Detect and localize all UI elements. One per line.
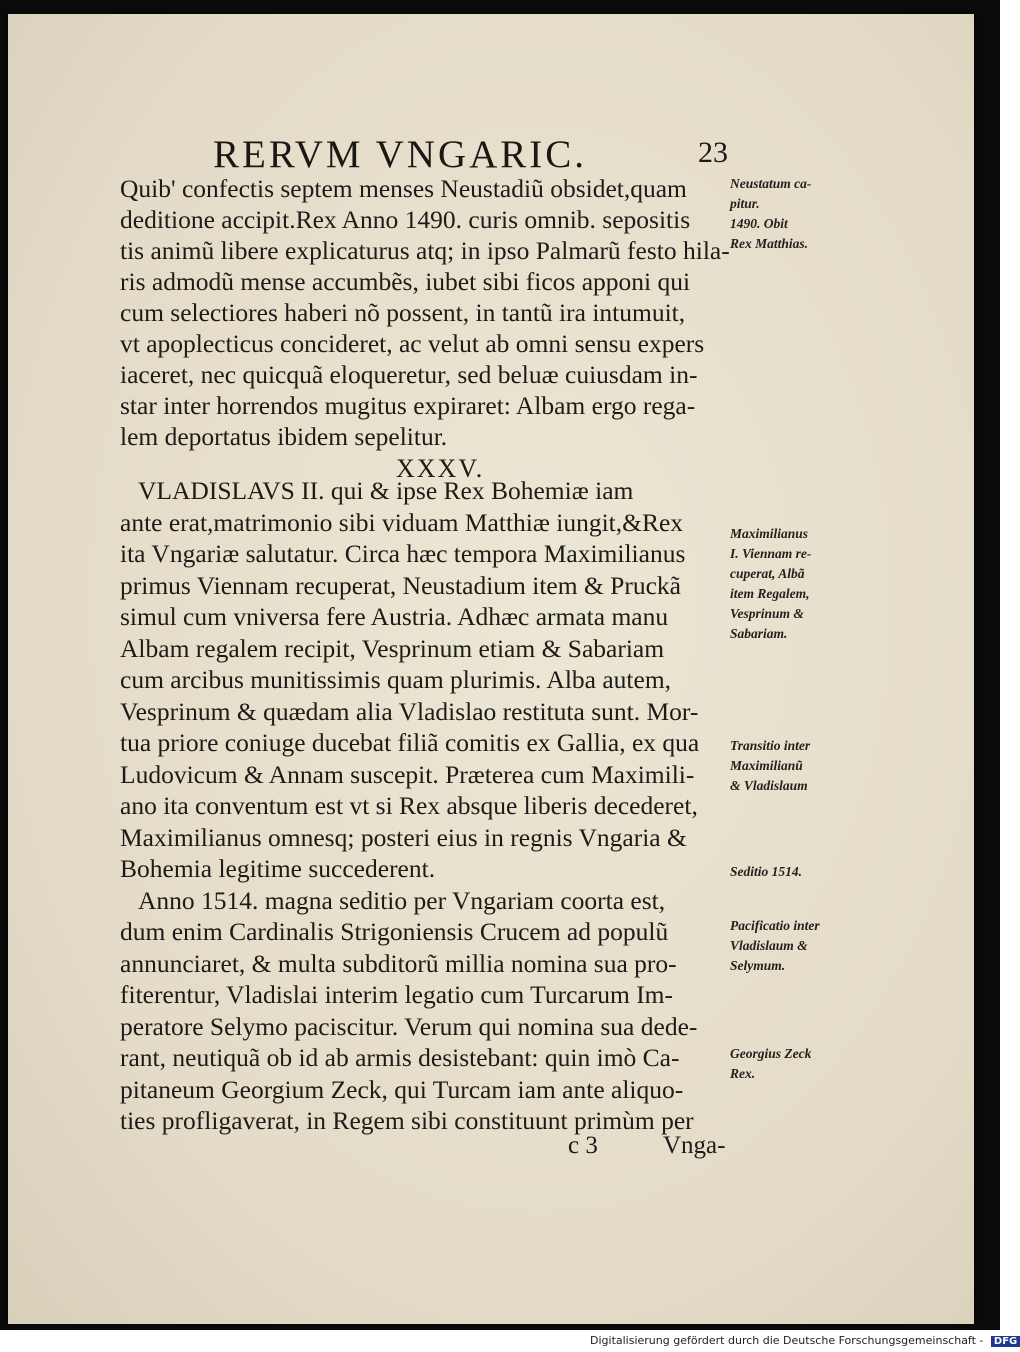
- text-line: lem deportatus ibidem sepelitur.: [120, 422, 448, 451]
- running-head: RERVM VNGARIC.: [213, 133, 588, 176]
- signature-mark: c 3: [568, 1132, 598, 1159]
- marginal-note: Pacificatio inter Vladislaum & Selymum.: [730, 918, 820, 973]
- text-line: dum enim Cardinalis Strigoniensis Crucem ad populũ: [120, 917, 669, 946]
- text-line: cum selectiores haberi nõ possent, in tantũ ira intumuit,: [120, 298, 686, 327]
- text-line: Maximilianus omnesq; posteri eius in regnis Vngaria &: [120, 823, 687, 852]
- funding-footer: [590, 1334, 1020, 1347]
- text-line: tua priore coniuge ducebat filiã comitis ex Gallia, ex qua: [120, 728, 700, 757]
- section-heading: XXXV.: [396, 454, 485, 483]
- catchword: Vnga-: [663, 1132, 726, 1159]
- book-page: [8, 14, 974, 1324]
- text-line: star inter horrendos mugitus expiraret: Albam ergo rega-: [120, 391, 696, 420]
- text-line: primus Viennam recuperat, Neustadium item & Pruckã: [120, 571, 681, 600]
- text-line: deditione accipit.Rex Anno 1490. curis omnib. sepositis: [120, 205, 691, 234]
- text-line: simul cum vniversa fere Austria. Adhæc armata manu: [120, 602, 669, 631]
- text-line: cum arcibus munitissimis quam plurimis. Alba autem,: [120, 665, 672, 694]
- text-line: tis animũ libere explicaturus atq; in ipso Palmarũ festo hila-: [120, 236, 730, 265]
- footer-text: Digitalisierung gefördert durch die Deutsche Forschungsgemeinschaft -: [590, 1334, 984, 1347]
- text-line: ties profligaverat, in Regem sibi constituunt primùm per: [120, 1106, 694, 1135]
- text-line: Bohemia legitime succederent.: [120, 854, 436, 883]
- marginal-note: Neustatum ca- pitur. 1490. Obit Rex Matthias.: [730, 176, 812, 251]
- text-line: ris admodũ mense accumbẽs, iubet sibi ficos apponi qui: [120, 267, 691, 296]
- text-line: ano ita conventum est vt si Rex absque liberis decederet,: [120, 791, 698, 820]
- marginal-note: Georgius Zeck Rex.: [730, 1046, 812, 1081]
- text-line: Albam regalem recipit, Vesprinum etiam & Sabariam: [120, 634, 665, 663]
- marginal-note: Seditio 1514.: [730, 864, 803, 879]
- text-line: vt apoplecticus concideret, ac velut ab omni sensu expers: [120, 329, 705, 358]
- marginal-note: Maximilianus I. Viennam re- cuperat, Albã item Regalem, Vesprinum & Sabariam.: [730, 526, 812, 641]
- text-line: annunciaret, & multa subditorũ millia nomina sua pro-: [120, 949, 677, 978]
- marginal-note: Transitio inter Maximilianũ & Vladislaum: [730, 738, 811, 793]
- text-line: Quib' confectis septem menses Neustadiũ obsidet,quam: [120, 174, 687, 203]
- text-line: iaceret, nec quicquã eloqueretur, sed beluæ cuiusdam in-: [120, 360, 698, 389]
- text-line: ante erat,matrimonio sibi viduam Matthiæ iungit,&Rex: [120, 508, 684, 537]
- text-line: pitaneum Georgium Zeck, qui Turcam iam ante aliquo-: [120, 1075, 684, 1104]
- text-line: peratore Selymo paciscitur. Verum qui nomina sua dede-: [120, 1012, 698, 1041]
- text-line: Vesprinum & quædam alia Vladislao restituta sunt. Mor-: [120, 697, 699, 726]
- text-line: rant, neutiquã ob id ab armis desistebant: quin imò Ca-: [120, 1043, 680, 1072]
- text-line: fiterentur, Vladislai interim legatio cum Turcarum Im-: [120, 980, 674, 1009]
- dfg-logo: DFG: [991, 1336, 1020, 1347]
- text-line: Ludovicum & Annam suscepit. Præterea cum Maximili-: [120, 760, 695, 789]
- text-line: VLADISLAVS II. qui & ipse Rex Bohemiæ iam: [138, 476, 634, 505]
- page-number: 23: [698, 136, 728, 169]
- text-line: ita Vngariæ salutatur. Circa hæc tempora Maximilianus: [120, 539, 686, 568]
- text-line: Anno 1514. magna seditio per Vngariam coorta est,: [138, 886, 666, 915]
